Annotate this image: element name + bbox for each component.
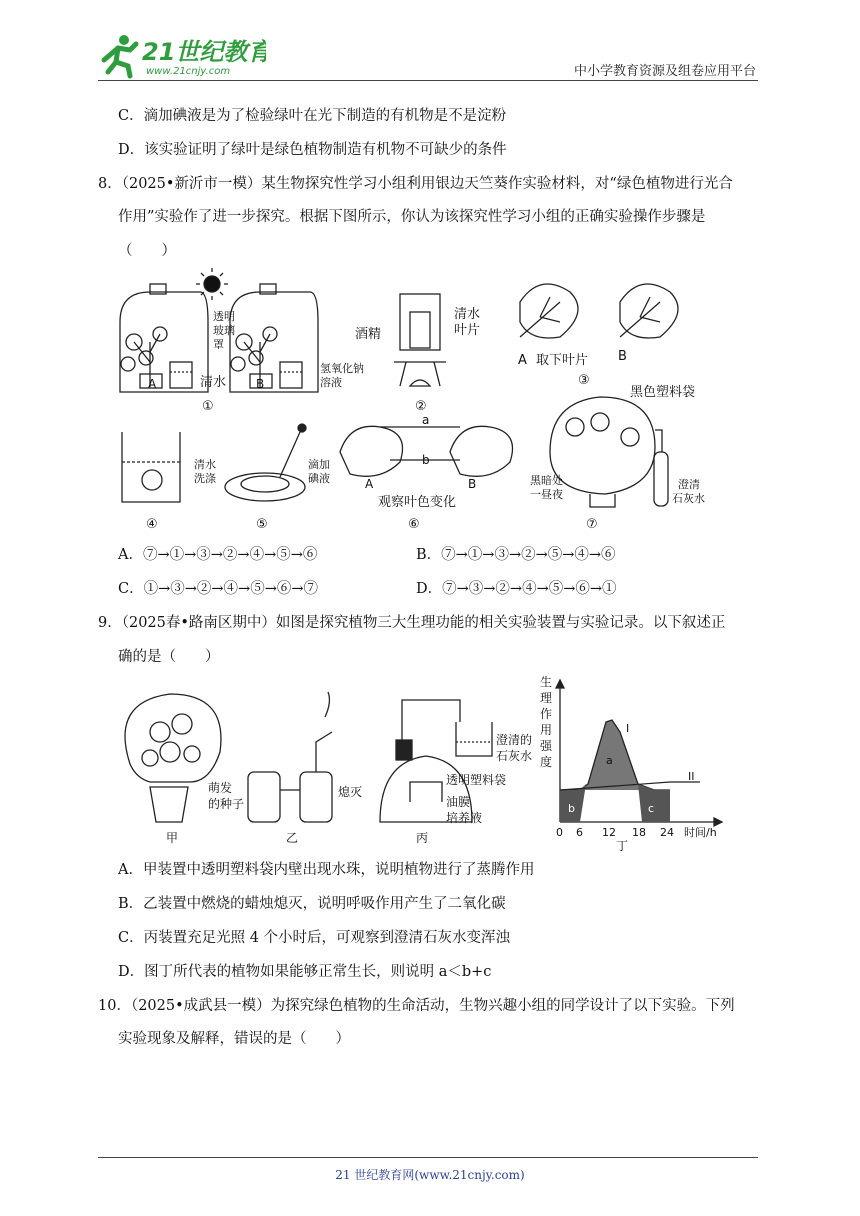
svg-text:氢氧化钠: 氢氧化钠: [320, 362, 364, 375]
svg-text:度: 度: [540, 755, 553, 769]
svg-text:生: 生: [540, 675, 553, 689]
svg-text:24: 24: [660, 826, 674, 839]
q9-option-d: D．图丁所代表的植物如果能够正常生长，则说明 a＜b+c: [118, 964, 492, 980]
svg-text:黑色塑料袋: 黑色塑料袋: [630, 385, 696, 400]
q9-option-c: C．丙装置充足光照 4 个小时后，可观察到澄清石灰水变浑浊: [118, 930, 511, 946]
svg-text:c: c: [648, 802, 655, 815]
svg-text:b: b: [568, 802, 575, 815]
svg-text:B: B: [468, 477, 477, 491]
svg-text:II: II: [688, 770, 695, 783]
q9-option-b: B．乙装置中燃烧的蜡烛熄灭，说明呼吸作用产生了二氧化碳: [118, 896, 506, 912]
svg-text:B: B: [618, 349, 627, 364]
svg-text:叶片: 叶片: [454, 323, 481, 338]
q10-stem-2: 实验现象及解释，错误的是（ ）: [118, 1031, 350, 1047]
svg-text:澄清: 澄清: [678, 478, 700, 491]
svg-text:一昼夜: 一昼夜: [530, 488, 563, 501]
q9-option-a: A．甲装置中透明塑料袋内壁出现水珠，说明植物进行了蒸腾作用: [118, 862, 535, 878]
svg-text:强: 强: [540, 739, 553, 753]
svg-text:丁: 丁: [616, 839, 629, 852]
platform-name: 中小学教育资源及组卷应用平台: [573, 64, 756, 79]
svg-text:罩: 罩: [213, 338, 224, 351]
svg-text:理: 理: [540, 691, 553, 705]
svg-text:乙: 乙: [286, 831, 299, 845]
q8-option-a: A．⑦→①→③→②→④→⑤→⑥: [118, 547, 318, 563]
svg-text:b: b: [422, 453, 430, 467]
q8-fig-clear-water: 清水: [200, 375, 227, 390]
q8-option-c: C．①→③→②→④→⑤→⑥→⑦: [118, 581, 318, 597]
svg-text:B: B: [256, 377, 265, 391]
svg-text:④: ④: [146, 517, 158, 532]
q7-option-d: D．该实验证明了绿叶是绿色植物制造有机物不可缺少的条件: [118, 142, 507, 158]
svg-text:a: a: [422, 413, 430, 427]
svg-text:②: ②: [415, 399, 427, 414]
svg-text:甲: 甲: [166, 831, 179, 845]
svg-text:⑤: ⑤: [256, 517, 268, 532]
header-divider: [98, 80, 758, 81]
svg-text:0: 0: [556, 826, 563, 839]
svg-text:萌发: 萌发: [208, 781, 233, 795]
svg-text:石灰水: 石灰水: [496, 749, 533, 763]
svg-text:A: A: [518, 353, 527, 368]
svg-text:A: A: [148, 377, 157, 391]
q9-stem-1: 9．（2025春•路南区期中）如图是探究植物三大生理功能的相关实验装置与实验记录。以下叙述正: [98, 615, 726, 631]
svg-text:清水: 清水: [454, 307, 481, 322]
footer-divider: [98, 1157, 758, 1158]
runner-logo-icon: [96, 30, 266, 80]
svg-text:I: I: [626, 722, 630, 735]
svg-text:的种子: 的种子: [208, 797, 245, 811]
svg-text:洗涤: 洗涤: [194, 472, 216, 485]
q8-stem-1: 8．（2025•新沂市一模）某生物探究性学习小组利用银边天竺葵作实验材料，对“绿色植物进行光合: [98, 176, 733, 192]
svg-text:取下叶片: 取下叶片: [536, 353, 589, 368]
q8-option-d: D．⑦→③→②→④→⑤→⑥→①: [416, 581, 617, 597]
svg-text:黑暗处: 黑暗处: [530, 474, 563, 487]
q9-figure: [110, 672, 750, 852]
svg-text:a: a: [606, 754, 613, 767]
svg-text:①: ①: [202, 399, 214, 414]
svg-text:丙: 丙: [416, 831, 429, 845]
svg-text:6: 6: [576, 826, 583, 839]
svg-text:观察叶色变化: 观察叶色变化: [378, 495, 457, 510]
svg-text:溶液: 溶液: [320, 376, 342, 389]
svg-text:澄清的: 澄清的: [496, 733, 533, 747]
svg-text:⑦: ⑦: [586, 517, 598, 532]
svg-text:透明塑料袋: 透明塑料袋: [446, 773, 507, 787]
svg-text:透明: 透明: [213, 310, 235, 323]
svg-text:油膜: 油膜: [446, 795, 471, 809]
svg-text:清水: 清水: [194, 458, 216, 471]
svg-text:12: 12: [602, 826, 616, 839]
q8-figure: [110, 262, 760, 534]
svg-text:用: 用: [540, 723, 553, 737]
q8-stem-2: 作用”实验作了进一步探究。根据下图所示，你认为该探究性学习小组的正确实验操作步骤是: [118, 209, 706, 225]
svg-text:熄灭: 熄灭: [338, 785, 363, 799]
svg-text:作: 作: [540, 707, 553, 721]
svg-text:培养液: 培养液: [446, 811, 483, 825]
q8-stem-3: （ ）: [118, 243, 176, 259]
svg-text:A: A: [365, 477, 374, 491]
svg-text:③: ③: [578, 373, 590, 388]
q10-stem-1: 10．（2025•成武县一模）为探究绿色植物的生命活动，生物兴趣小组的同学设计了以下实验。下列: [98, 998, 735, 1014]
svg-text:碘液: 碘液: [308, 472, 330, 485]
svg-text:滴加: 滴加: [308, 458, 330, 471]
svg-text:18: 18: [632, 826, 646, 839]
svg-text:石灰水: 石灰水: [672, 492, 705, 505]
logo-text: 21世纪教育: [142, 38, 266, 66]
q9-stem-2: 确的是（ ）: [118, 649, 220, 665]
svg-text:酒精: 酒精: [355, 327, 382, 342]
svg-text:玻璃: 玻璃: [213, 324, 235, 337]
svg-text:⑥: ⑥: [408, 517, 420, 532]
q8-option-b: B．⑦→①→③→②→⑤→④→⑥: [416, 547, 616, 563]
svg-text:时间/h: 时间/h: [684, 826, 717, 839]
q7-option-c: C．滴加碘液是为了检验绿叶在光下制造的有机物是不是淀粉: [118, 108, 507, 124]
footer-text: 21 世纪教育网(www.21cnjy.com): [335, 1168, 525, 1182]
logo: [96, 30, 266, 80]
logo-url: www.21cnjy.com: [146, 66, 231, 77]
